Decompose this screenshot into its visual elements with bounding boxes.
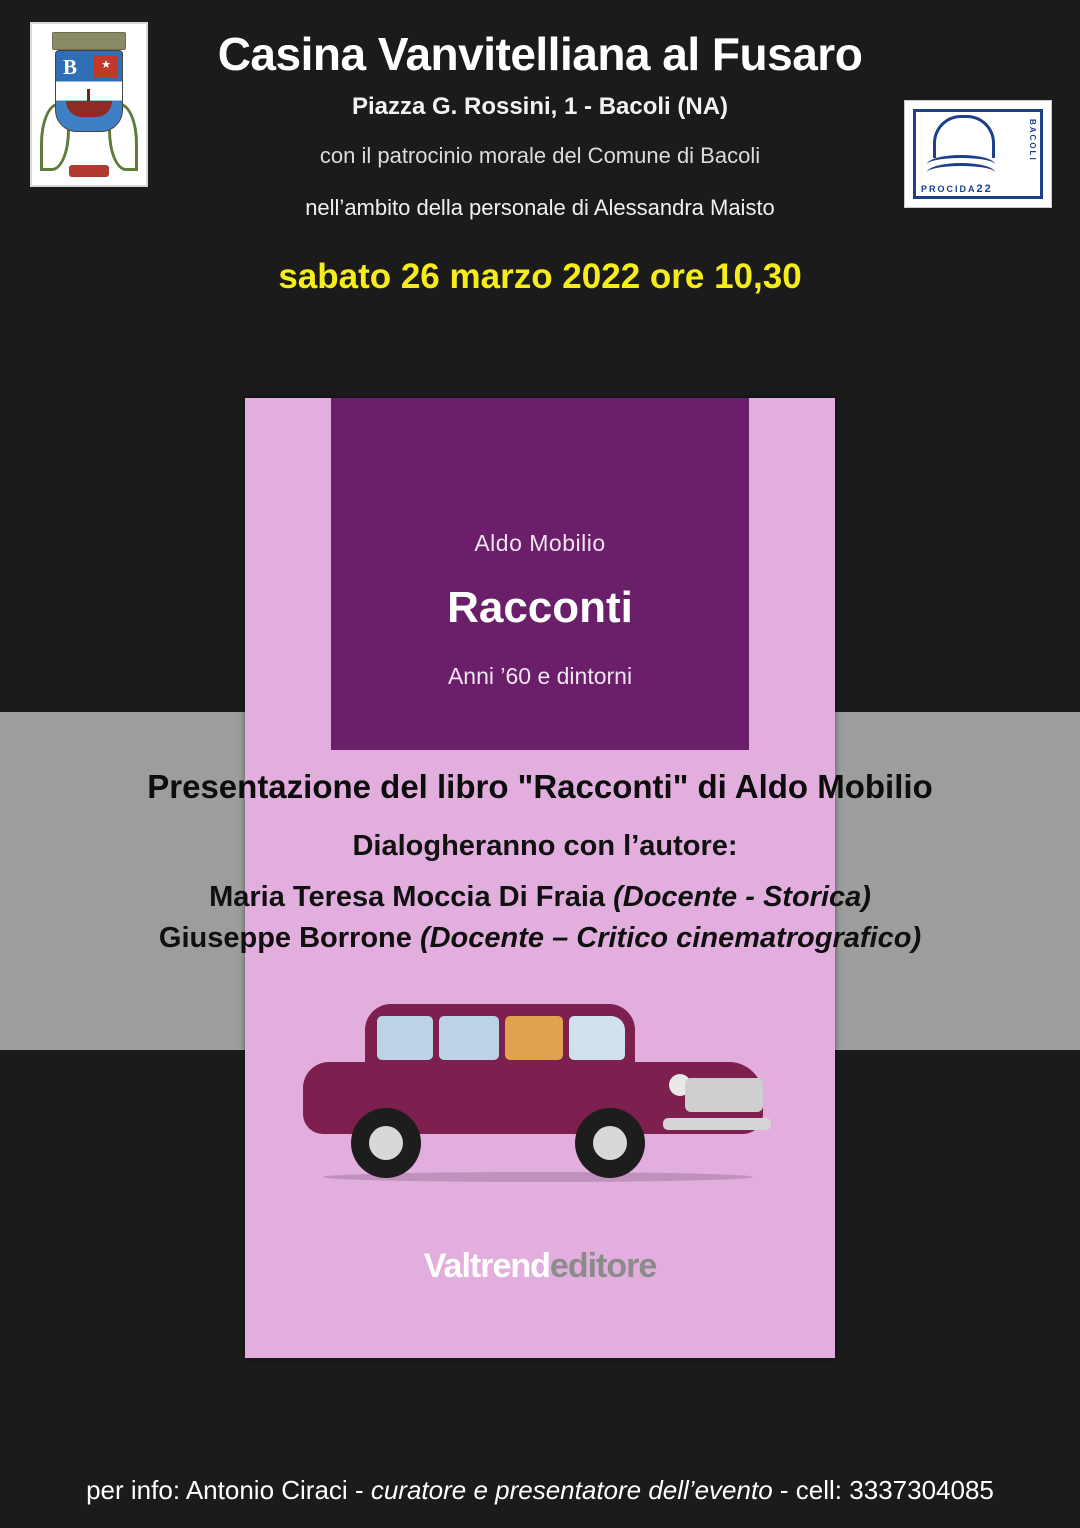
footer-phone-label: cell: <box>795 1475 843 1505</box>
procida-logo-word: PROCIDA <box>921 184 977 194</box>
procida-logo-side-text: BACOLI <box>1028 119 1037 162</box>
procida-2022-logo-icon <box>904 100 1052 208</box>
footer-contact-name: Antonio Ciraci <box>185 1475 348 1505</box>
venue-title: Casina Vanvitelliana al Fusaro <box>217 28 863 80</box>
poster-header <box>0 0 1080 296</box>
book-title: Racconti <box>447 583 633 632</box>
venue-address: Piazza G. Rossini, 1 - Bacoli (NA) <box>351 93 729 120</box>
publisher-name-part2: editore <box>549 1247 657 1285</box>
vintage-car-illustration <box>293 990 789 1180</box>
speaker-2-name: Giuseppe Borrone <box>158 922 412 954</box>
context-line: nell’ambito della personale di Alessandra Maisto <box>305 195 775 220</box>
procida-logo-year: 22 <box>976 183 993 195</box>
presentation-title: Presentazione del libro "Racconti" di Aldo Mobilio <box>147 768 933 805</box>
dialogue-intro: Dialogheranno con l’autore: <box>352 830 738 862</box>
book-cover-purple-panel <box>331 398 749 750</box>
book-author: Aldo Mobilio <box>474 530 606 556</box>
publisher-logo <box>245 1247 835 1286</box>
speaker-2 <box>0 922 1080 955</box>
footer-dash-2: - <box>779 1475 789 1505</box>
event-details-block <box>0 768 1080 955</box>
publisher-name-part1: Valtrend <box>423 1247 550 1285</box>
speaker-1-role: (Docente - Storica) <box>613 881 871 913</box>
book-subtitle: Anni ’60 e dintorni <box>447 663 633 689</box>
footer-contact-role: curatore e presentatore dell’evento <box>370 1475 773 1505</box>
speaker-2-role: (Docente – Critico cinematrografico) <box>419 922 922 954</box>
comune-crest-icon: B ★ <box>30 22 148 187</box>
speaker-1-name: Maria Teresa Moccia Di Fraia <box>209 881 606 913</box>
speaker-1 <box>0 881 1080 914</box>
procida-logo-text <box>921 183 993 195</box>
footer-label: per info: <box>86 1475 181 1505</box>
patronage-line: con il patrocinio morale del Comune di Bacoli <box>319 143 761 168</box>
event-datetime: sabato 26 marzo 2022 ore 10,30 <box>278 257 802 296</box>
footer-phone-number: 3337304085 <box>849 1475 994 1505</box>
contact-footer <box>0 1475 1080 1506</box>
footer-dash-1: - <box>354 1475 364 1505</box>
